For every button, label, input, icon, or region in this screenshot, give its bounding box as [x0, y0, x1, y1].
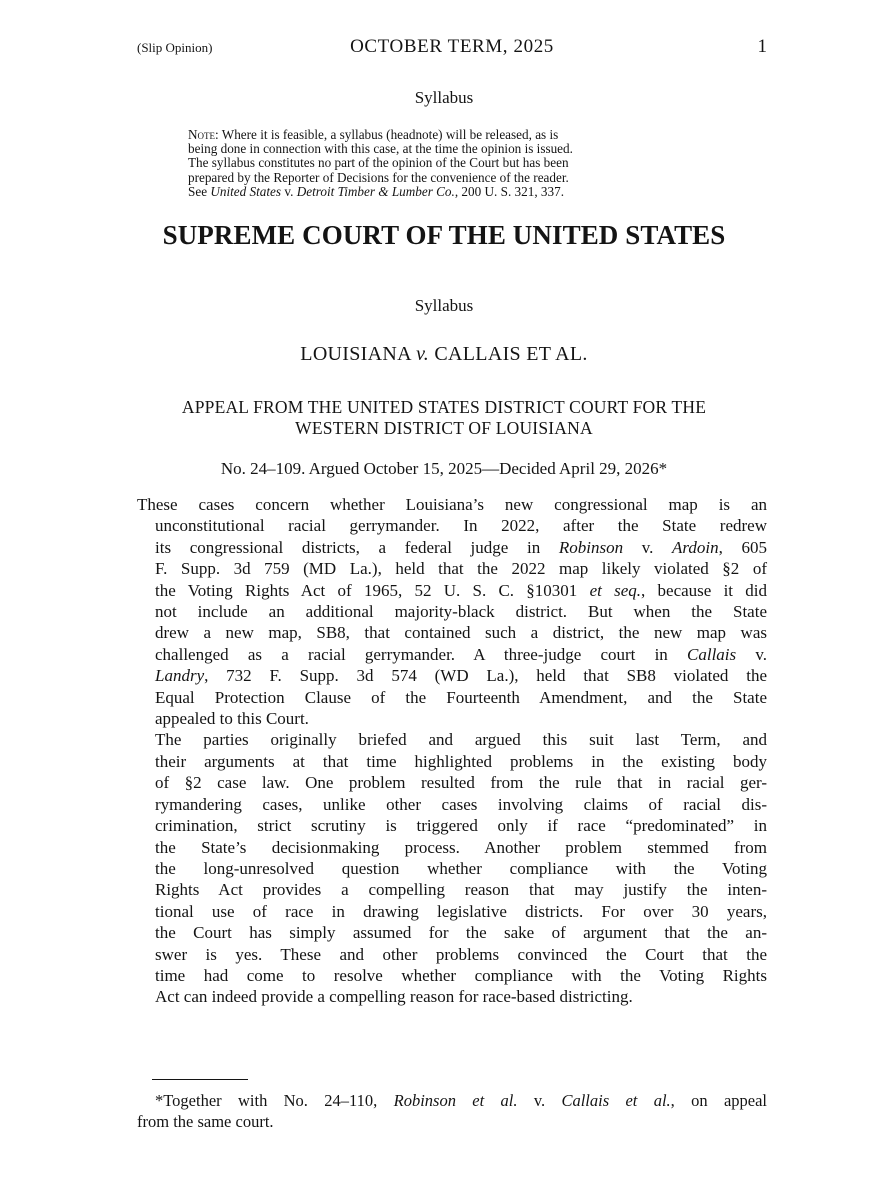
case-caption — [0, 343, 888, 366]
body-line: Landry, 732 F. Supp. 3d 574 (WD La.), held that SB8 violated the — [155, 666, 767, 686]
body-line: Act can indeed provide a compelling reason for race-based districting. — [155, 987, 633, 1007]
appellee-name: CALLAIS — [434, 343, 521, 365]
body-line: Rights Act provides a compelling reason that may justify the inten- — [155, 880, 767, 900]
syllabus-heading: Syllabus — [414, 88, 474, 107]
court-title: SUPREME COURT OF THE UNITED STATES — [162, 220, 726, 250]
body-line: These cases concern whether Louisiana’s new congressional map is an — [137, 495, 767, 514]
footnote-line: *Together with No. 24–110, Robinson et al. v. Callais et al., on appeal — [155, 1091, 768, 1110]
appeal-line: WESTERN DISTRICT OF LOUISIANA — [295, 418, 593, 438]
body-line: the State’s decisionmaking process. Another problem stemmed from — [155, 837, 767, 857]
body-line: not include an additional majority-black district. But when the State — [155, 602, 767, 622]
appeal-line: APPEAL FROM THE UNITED STATES DISTRICT COURT FOR THE — [181, 397, 707, 417]
body-line: the long-unresolved question whether compliance with the Voting — [155, 858, 767, 878]
body-line: crimination, strict scrutiny is triggered only if race “predominated” in — [155, 816, 767, 836]
body-line: challenged as a racial gerrymander. A three-judge court in Callais v. — [155, 644, 767, 664]
syllabus-body — [137, 494, 767, 1008]
syllabus-subheading: Syllabus — [414, 296, 474, 315]
footnote-line: from the same court. — [137, 1112, 274, 1131]
note-line: The syllabus constitutes no part of the opinion of the Court but has been — [188, 155, 569, 171]
appellant-name: LOUISIANA — [300, 343, 411, 365]
body-line: tional use of race in drawing legislative districts. For over 30 years, — [155, 901, 767, 921]
body-line: Equal Protection Clause of the Fourteenth Amendment, and the State — [155, 687, 767, 707]
versus-mark: v. — [416, 343, 430, 365]
reporter-note — [188, 128, 718, 199]
body-line: time had come to resolve whether compliance with the Voting Rights — [155, 965, 767, 985]
note-line: See United States v. Detroit Timber & Lumber Co., 200 U. S. 321, 337. — [188, 183, 564, 199]
body-line: appealed to this Court. — [155, 709, 309, 729]
footnote — [137, 1090, 767, 1132]
body-line: of §2 case law. One problem resulted from the rule that in racial ger- — [155, 773, 767, 793]
body-line: The parties originally briefed and argued this suit last Term, and — [155, 730, 767, 750]
body-line: unconstitutional racial gerrymander. In 2022, after the State redrew — [155, 516, 767, 536]
body-line: the Voting Rights Act of 1965, 52 U. S. C. §10301 et seq., because it did — [155, 580, 768, 600]
body-line: swer is yes. These and other problems convinced the Court that the — [155, 944, 767, 964]
note-line: Note: Where it is feasible, a syllabus (headnote) will be released, as is — [188, 127, 559, 142]
appeal-heading — [0, 397, 888, 439]
note-line: prepared by the Reporter of Decisions for the convenience of the reader. — [188, 169, 569, 185]
body-line: their arguments at that time highlighted problems in the existing body — [155, 751, 767, 771]
note-line: being done in connection with this case, at the time the opinion is issued. — [188, 141, 573, 157]
page-number: 1 — [757, 36, 767, 57]
body-line: drew a new map, SB8, that contained such a district, the new map was — [155, 623, 767, 643]
body-line: F. Supp. 3d 759 (MD La.), held that the 2022 map likely violated §2 of — [155, 559, 767, 579]
slip-opinion-label: (Slip Opinion) — [137, 40, 213, 55]
term-heading: OCTOBER TERM, 2025 — [350, 36, 554, 57]
body-line: the Court has simply assumed for the sake of argument that the an- — [155, 923, 767, 943]
et-al-mark: ET AL. — [526, 343, 588, 365]
body-line: its congressional districts, a federal judge in Robinson v. Ardoin, 605 — [155, 537, 768, 557]
footnote-rule — [152, 1079, 248, 1080]
running-head — [137, 36, 767, 62]
docket-line: No. 24–109. Argued October 15, 2025—Decided April 29, 2026* — [220, 459, 668, 478]
body-line: rymandering cases, unlike other cases involving claims of racial dis- — [155, 794, 767, 814]
